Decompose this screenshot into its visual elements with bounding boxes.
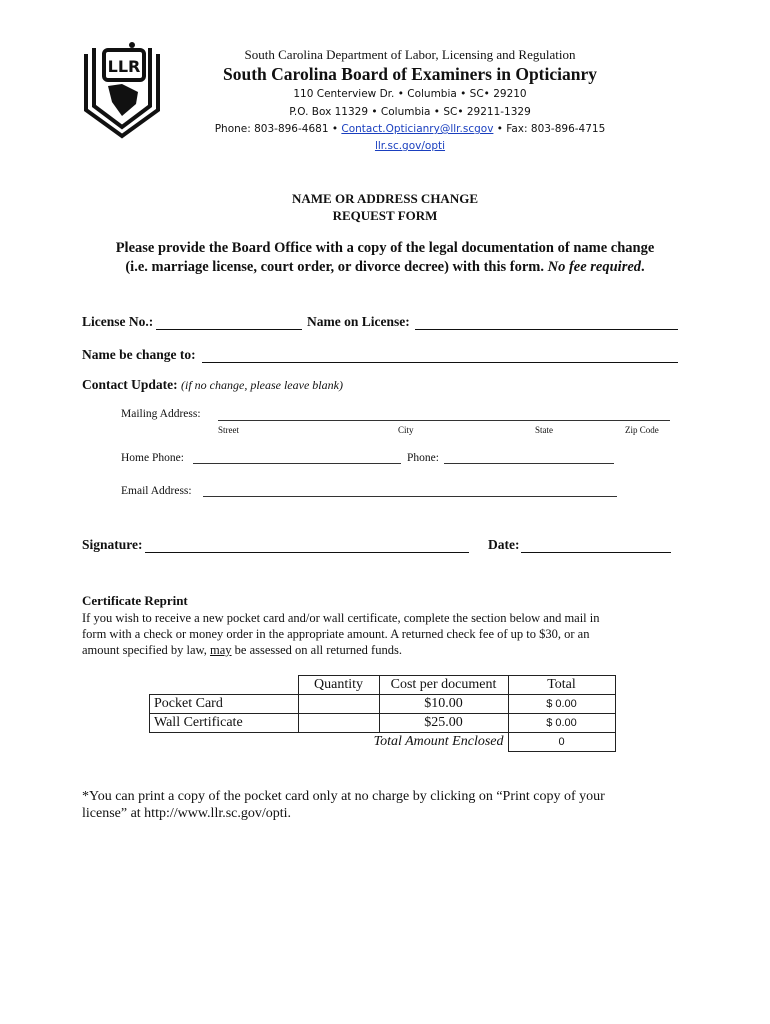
address-line-2: P.O. Box 11329 • Columbia • SC• 29211-1329 <box>289 106 531 118</box>
pocket-card-total: $ 0.00 <box>508 695 615 714</box>
cost-header: Cost per document <box>379 676 508 695</box>
email-address-field[interactable] <box>203 484 617 497</box>
contact-update-note: (if no change, please leave blank) <box>181 378 343 392</box>
total-header: Total <box>508 676 615 695</box>
table-row <box>150 695 616 714</box>
contact-update-line <box>82 377 343 393</box>
quantity-header: Quantity <box>298 676 379 695</box>
address-line-1: 110 Centerview Dr. • Columbia • SC• 29210 <box>293 88 527 100</box>
phone-text: Phone: 803-896-4681 • <box>214 123 342 135</box>
zip-code-label: Zip Code <box>625 425 659 435</box>
board-name: South Carolina Board of Examiners in Opticianry <box>222 64 598 84</box>
wall-certificate-total: $ 0.00 <box>508 714 615 733</box>
svg-text:LLR: LLR <box>107 57 141 76</box>
footnote-line-2: license” at http://www.llr.sc.gov/opti. <box>82 806 292 821</box>
pocket-card-item: Pocket Card <box>150 695 299 714</box>
name-on-license-field[interactable] <box>415 314 678 330</box>
total-amount-text: Total Amount Enclosed <box>373 734 504 750</box>
name-change-field[interactable] <box>202 347 678 363</box>
total-amount-label <box>298 733 508 752</box>
certificate-heading: Certificate Reprint <box>82 593 188 608</box>
para-text-may: may <box>209 643 232 657</box>
license-no-label: License No.: <box>82 314 154 329</box>
form-title-line-2: REQUEST FORM <box>332 208 438 223</box>
fees-table <box>149 675 616 752</box>
email-address-label: Email Address: <box>121 485 192 497</box>
date-field[interactable] <box>521 537 671 553</box>
home-phone-field[interactable] <box>193 451 401 464</box>
name-change-label: Name be change to: <box>82 347 196 362</box>
para-text-post: be assessed on all returned funds. <box>231 643 402 657</box>
wall-certificate-quantity-input[interactable] <box>298 714 379 733</box>
wall-certificate-item: Wall Certificate <box>150 714 299 733</box>
certificate-para-line-2: form with a check or money order in the appropriate amount. A returned check fee of up to $30, or an <box>82 627 590 641</box>
table-total-row <box>150 733 616 752</box>
no-fee-text: No fee required <box>547 259 642 275</box>
contact-update-label: Contact Update: <box>82 377 178 392</box>
certificate-para-line-1: If you wish to receive a new pocket card and/or wall certificate, complete the section below and mail in <box>82 611 600 625</box>
instructions-text: (i.e. marriage license, court order, or divorce decree) with this form. <box>125 259 544 275</box>
email-link[interactable]: Contact.Opticianry@llr.scgov <box>341 123 494 135</box>
date-label: Date: <box>488 537 520 552</box>
table-header-row <box>150 676 616 695</box>
empty-cell <box>150 733 299 752</box>
signature-field[interactable] <box>145 537 469 553</box>
mailing-address-label: Mailing Address: <box>121 408 201 420</box>
phone-field[interactable] <box>444 451 614 464</box>
fax-text: • Fax: 803-896-4715 <box>493 123 606 135</box>
contact-line <box>150 123 670 135</box>
instructions-line-1: Please provide the Board Office with a copy of the legal documentation of name change <box>115 240 655 256</box>
empty-header-cell <box>150 676 299 695</box>
license-no-field[interactable] <box>156 314 302 330</box>
instructions-line-2 <box>60 259 710 276</box>
department-name: South Carolina Department of Labor, Licensing and Regulation <box>244 47 576 62</box>
city-label: City <box>398 425 414 435</box>
home-phone-label: Home Phone: <box>121 452 184 464</box>
form-title-line-1: NAME OR ADDRESS CHANGE <box>292 191 478 206</box>
website-link[interactable]: llr.sc.gov/opti <box>374 140 446 152</box>
street-label: Street <box>218 425 239 435</box>
state-label: State <box>535 425 553 435</box>
period: . <box>641 259 645 275</box>
para-text-pre: amount specified by law, <box>82 643 210 657</box>
table-row <box>150 714 616 733</box>
footnote-line-1: *You can print a copy of the pocket card only at no charge by clicking on “Print copy of your <box>82 789 605 804</box>
signature-label: Signature: <box>82 537 143 552</box>
website-line <box>150 140 670 152</box>
wall-certificate-cost: $25.00 <box>379 714 508 733</box>
phone-label: Phone: <box>407 452 439 464</box>
total-amount-value: 0 <box>508 733 615 752</box>
pocket-card-quantity-input[interactable] <box>298 695 379 714</box>
certificate-para-line-3 <box>82 643 702 658</box>
pocket-card-cost: $10.00 <box>379 695 508 714</box>
mailing-address-field[interactable] <box>218 407 670 421</box>
name-on-license-label: Name on License: <box>307 314 410 329</box>
